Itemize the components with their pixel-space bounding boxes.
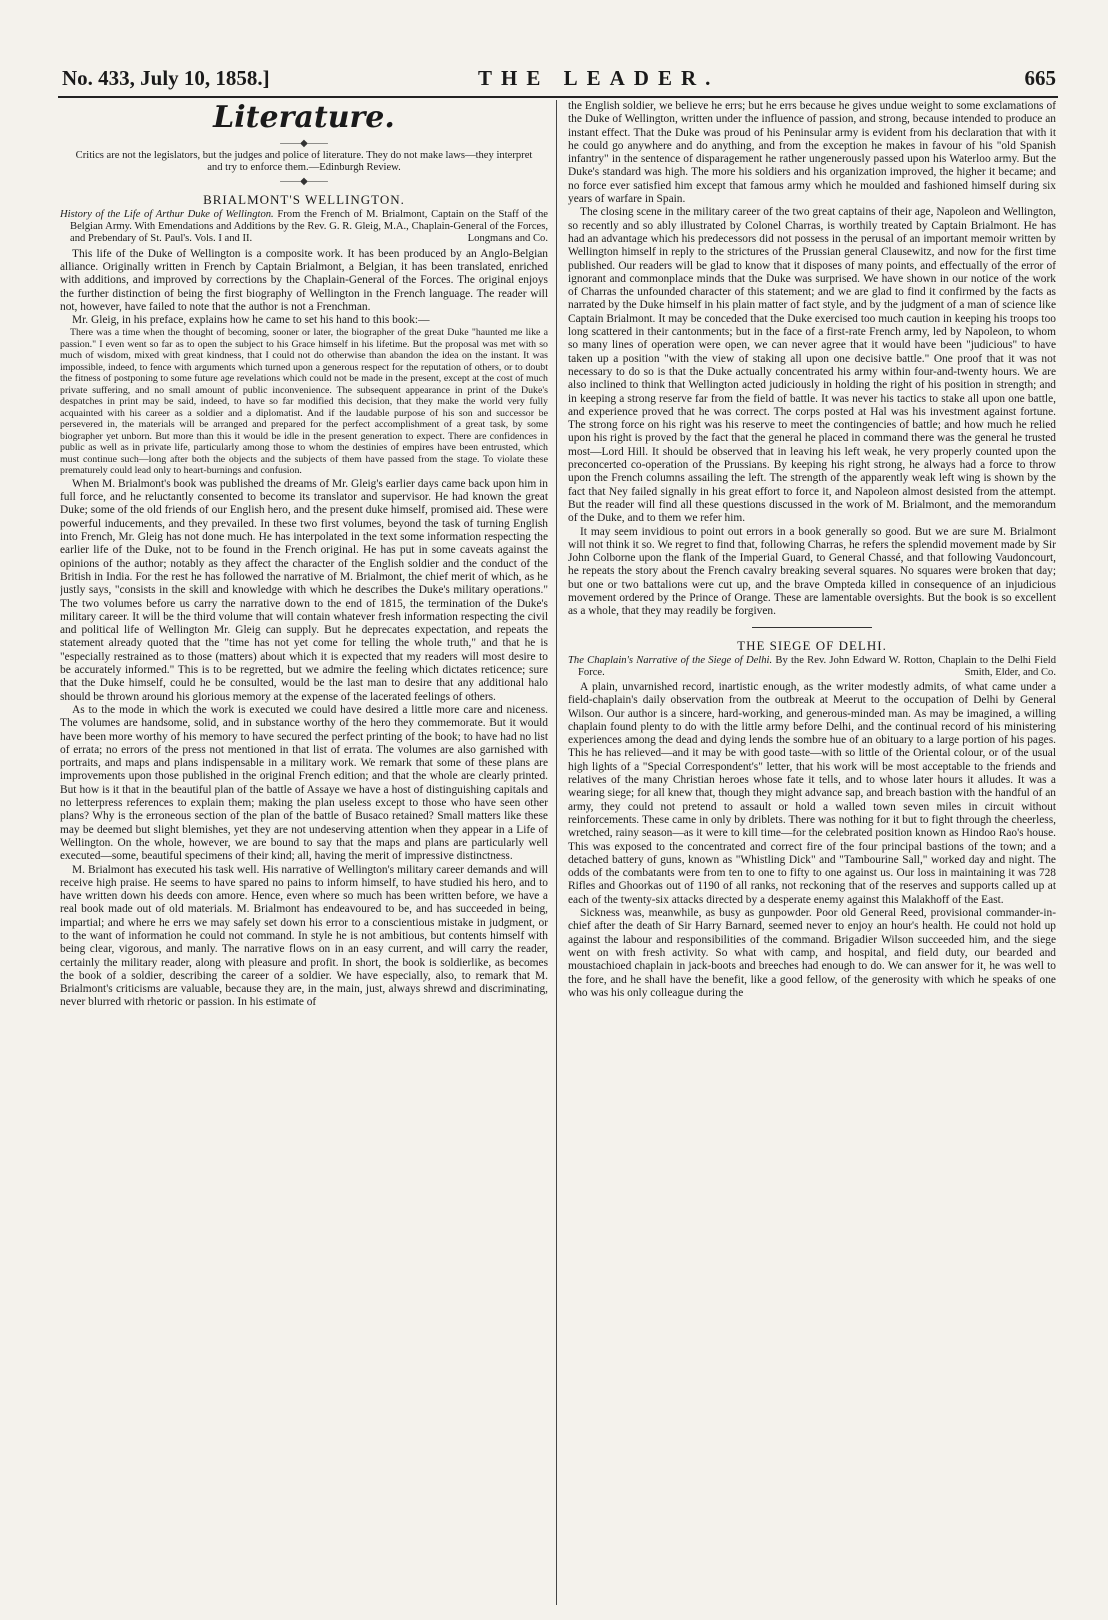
issue-date: No. 433, July 10, 1858.] (62, 66, 270, 90)
article-paragraph: As to the mode in which the work is executed we could have desired a little more care and niceness. The volumes are handsome, solid, and in substance worthy of the hero they commemorate. But it would have been more worthy of his memory to have secured the perfect printing of the book; to have had no list of errata; no errors of the press not mentioned in that list of errata. The volumes are also garnished with portraits, and maps and plans indispensable in a military work. We remark that some of these plans are improvements upon those published in the original French edition; and that the whole are clearly printed. But how is it that in the beautiful plan of the battle of Assaye we have a host of distinguishing capitals and no letterpress references to explain them; making the plan useless except to those who have seen other plans? Why is the erroneous section of the plan of the battle of Busaco retained? Small matters like these may be deemed but slight blemishes, yet they are not undeserving attention when they appear in a Life of Wellington. On the whole, however, we are bound to say that the maps and plans are particularly well executed—some, beautiful specimens of their kind; all, having the merit of impressive distinctness. (60, 703, 548, 863)
newspaper-title: THE LEADER. (478, 66, 720, 90)
ornament-rule: ——◆—— (280, 138, 328, 149)
article-title: THE SIEGE OF DELHI. (737, 637, 887, 653)
article-paragraph: It may seem invidious to point out errors in a book generally so good. But we are sure M. Brialmont will not think it so. We regret to find that, following Charras, he refers the splendid movement made by Sir John Colborne upon the flank of the Imperial Guard, to General Chassé, and that following Vaudoncourt, he repeats the story about the French cavalry breaking several squares. No squares were broken that day; but one or two battalions were cut up, and the brave Ompteda killed in consequence of an injudicious movement ordered by the Prince of Orange. These are lamentable oversights. But the book is so excellent as a whole, that they may readily be forgiven. (568, 525, 1056, 618)
article-title: BRIALMONT'S WELLINGTON. (203, 192, 405, 207)
page-number: 665 (1024, 66, 1056, 90)
publisher: Smith, Elder, and Co. (964, 666, 1056, 678)
article-paragraph: Sickness was, meanwhile, as busy as gunpowder. Poor old General Reed, provisional commander-in-chief after the death of Sir Harry Barnard, seemed never to enjoy an hour's health. He could not hold up against the labour and responsibilities of the command. Brigadier Wilson succeeded him, and the siege went on with fresh activity. So what with camp, and hospital, and field duty, our bearded and moustachioed chaplain in jack-boots and breeches had enough to do. We can answer for it, he was well to the fore, and he shall have the benefit, like a good fellow, of the generosity with which he speaks of one who was his only colleague during the (568, 907, 1056, 999)
masthead (58, 62, 1058, 98)
book-citation (60, 209, 548, 246)
book-details: From the French of M. Brialmont, Captain on the Staff of the Belgian Army. With Emendations and Additions by the Rev. G. R. Gleig, M.A., Chaplain-General of the Forces, and Prebendary of St. Paul's. Vols. I and II. (70, 209, 548, 245)
right-column (568, 100, 1056, 1610)
book-title: History of the Life of Arthur Duke of Wellington. (60, 209, 274, 220)
block-quote (60, 327, 548, 477)
book-title: The Chaplain's Narrative of the Siege of Delhi. (568, 654, 773, 666)
book-details: By the Rev. John Edward W. Rotton, Chaplain to the Delhi Field Force. (578, 654, 1056, 678)
article-paragraph: the English soldier, we believe he errs; but he errs because he gives undue weight to some exclamations of the Duke of Wellington, written under the influence of passion, and strong, because intended to produce an instant effect. That the Duke was proud of his Peninsular army is evident from his declaration that with it he could go anywhere and do anything, and from the exception he makes in favour of his "old Spanish infantry" in the sentence of disparagement he rather ungenerously passed upon his Waterloo army. But the Duke's standard was high. The more his soldiers and his organization improved, the higher it became; and no force ever satisfied him except that famous army which he moulded and fashioned himself during six years of warfare in Spain. (568, 100, 1056, 206)
column-divider (556, 100, 557, 1605)
section-rule (752, 627, 872, 628)
article-paragraph: This life of the Duke of Wellington is a composite work. It has been produced by an Anglo-Belgian alliance. Originally written in French by Captain Brialmont, a Belgian, it has been translated, enriched with additions, and improved by corrections by the Chaplain-General of the Forces. The original enjoys the further distinction of being the first biography of Wellington in the French language. The reader will not, however, have failed to note that the author is not a Frenchman. (60, 247, 548, 313)
article-paragraph: A plain, unvarnished record, inartistic enough, as the writer modestly admits, of what came under a field-chaplain's daily observation from the outbreak at Meerut to the occupation of Delhi by General Wilson. Our author is a sincere, hard-working, and generous-minded man. As may be imagined, a willing chaplain found plenty to do with the little army before Delhi, and the continual record of his ministering experiences among the dead and dying lends the sombre hue of an obituary to a large portion of his pages. This he has relieved—and it may be with good taste—with so little of the Oriental colour, or of the usual high lights of a "Special Correspondent's" letter, that his work will be most acceptable to the friends and relatives of the many Christian heroes whose fate it tells, and to whose later hours it alludes. It was a wearing siege; for all knew that, though they might advance sap, and breach bastion with the handful of an army, they could not pretend to assault or hold a walled town seven miles in circuit without reinforcements. These came in only by driblets. There was nothing for it but to fight through the cheerless, wretched, rainy season—as it were to kill time—for the celebrated position known as Hindoo Rao's house. This was exposed to the concentrated and correct fire of the four principal bastions of the town; and a detached battery of guns, known as "Whistling Dick" and "Tambourine Sall," worked day and night. The odds of the combatants were from ten to one to fifty to one against us. Our loss in maintaining it was 728 Rifles and Ghoorkas out of 1190 of all ranks, not reckoning that of the reserves and supports called up at each of the twenty-six attacks directed by a desperate enemy against this Malakhoff of the East. (568, 680, 1056, 906)
article-paragraph: The closing scene in the military career of the two great captains of their age, Napoleon and Wellington, so recently and so ably illustrated by Colonel Charras, is worthily treated by Captain Brialmont. He has had an advantage which his predecessors did not possess in the perusal of an important memoir written by Wellington himself in reply to the strictures of the Prussian general Clausewitz, and now for the first time published. Our readers will be glad to know that it disposes of many points, and effectually of the error of ignorant and commonplace minds that the Duke was surprised. We have shown in our notice of the work of Charras the unfounded character of this statement; and we are glad to find it confirmed by the facts as narrated by the Duke himself in his plain matter of fact style, and by the judgment of a man of science like Captain Brialmont. It may be conceded that the Duke exercised too much caution in keeping his troops too long scattered in their cantonments; but in the face of a first-rate French army, led by Napoleon, to whom so many lines of operation were open, we can never agree that it would have been "judicious" to have taken up a position "with the view of staking all upon one decisive battle." One proof that it was not necessary to do so is that the Duke actually concentrated his army within four-and-twenty hours. We are also inclined to think that Wellington acted judiciously in holding the right of his position in strength; and in keeping a strong reserve far from the field of battle. It was never his tactics to stake all upon one battle, and experience proved that he was correct. The corps posted at Hal was his investment against fortune. The strong force on his right was his reserve to meet the contingencies of battle; and how much he relied upon his right is proved by the fact that the general he placed in command there was the general he trusted most—Lord Hill. It should be observed that in leaving his left weak, he very properly counted upon the preconcerted co-operation of the Prussians. By keeping his right strong, he always had a force to throw upon the French columns assailing the left. The strength of the apparently weak left wing is shown by the fact that Ney failed signally in his great effort to force it, and Napoleon almost desisted from the attempt. But the reader will find all these questions discussed in the work of M. Brialmont, and the memorandum of the Duke, and to them we refer him. (568, 206, 1056, 525)
article-paragraph: M. Brialmont has executed his task well. His narrative of Wellington's military career demands and will receive high praise. He seems to have spared no pains to inform himself, to have studied his hero, and to have written down his deeds con amore. Hence, even where so much has been written before, we have a real book made out of old materials. M. Brialmont has endeavoured to be, and has succeeded in being, impartial; and where he errs we may safely set down his error to a conscientious mistake in judgment, or to the want of information he could not command. In style he is not ambitious, but contents himself with being clear, vigorous, and manly. The narrative flows on in an easy current, and will carry the reader, certainly the military reader, along with pleasure and profit. In short, the book is soldierlike, as becomes the book of a soldier, describing the career of a soldier. We have especially, also, to remark that M. Brialmont's criticisms are valuable, because they are, in the main, just, always shrewd and discriminating, never blurred with rhetoric or passion. In his estimate of (60, 863, 548, 1009)
book-citation (568, 655, 1056, 679)
article-paragraph: Mr. Gleig, in his preface, explains how he came to set his hand to this book:— (72, 314, 430, 327)
left-column (60, 100, 548, 1610)
section-title: Literature. (213, 100, 395, 135)
article-paragraph: When M. Brialmont's book was published the dreams of Mr. Gleig's earlier days came back upon him in full force, and he reluctantly consented to become its translator and supervisor. He had known the great Duke; some of the old friends of our English hero, and the present duke himself, promised aid. These were powerful inducements, and they prevailed. In these two first volumes, beyond the task of turning English into French, Mr. Gleig has not done much. He has interpolated in the text some information respecting the earlier life of the Duke, not to be found in the French original. He has put in some caveats against the opinions of the author; notably as they affect the character of the English soldier and the conduct of the British in India. For the rest he has followed the narrative of M. Brialmont, the chief merit of which, as he justly says, "consists in the skill and knowledge with which he describes the Duke's military operations." The two volumes before us carry the narrative down to the end of 1815, the termination of the Duke's military career. It will be the third volume that will contain whatever fresh information respecting the civil and political life of Wellington Mr. Gleig can supply. But he deprecates expectation, and repeats the statement already quoted that the "time has not yet come for telling the whole truth," and that he is "especially restrained as to those (matters) about which it is expected that my readers will most desire to be accurately informed." This is to be regretted, but we admire the feeling which dictates reticence; sure that the Duke himself, could he be consulted, would be the last man to desire that any additional halo should be thrown around his glorious memory at the expense of the lacerated feelings of others. (60, 477, 548, 703)
publisher: Longmans and Co. (467, 233, 548, 245)
motto: Critics are not the legislators, but the judges and police of literature. They do not make laws—they interpret and try to enforce them.—Edinburgh Review. (75, 150, 533, 173)
ornament-rule: ——◆—— (280, 176, 328, 187)
quote-text: There was a time when the thought of becoming, sooner or later, the biographer of the great Duke "haunted me like a passion." I even went so far as to open the subject to his Grace himself in his lifetime. But the proposal was met with so much of wisdom, mixed with great kindness, that I could not do otherwise than abandon the idea on the instant. It was impossible, indeed, to fence with arguments which turned upon a generous respect for the reputation of others, or to doubt the fitness of postponing to some future age revelations which could not be made in the present, except at the cost of much private suffering, and no small amount of public inconvenience. The subsequent appearance in print of the Duke's despatches in print may be said, indeed, to have so far modified this decision, that they make the world very fully acquainted with his career as a soldier and a diplomatist. And if the laudable purpose of his son and successor be persevered in, the materials will be arranged and prepared for the perfect accomplishment of a great task, by some biographer yet unborn. But more than this it would be idle in the present generation to expect. There are confidences in public as well as in private life, particularly among those to whom the destinies of empires have been entrusted, which must continue such—long after both the objects and the subjects of them have passed from the stage. To violate these prematurely could lead only to heart-burnings and confusion. (60, 327, 548, 477)
